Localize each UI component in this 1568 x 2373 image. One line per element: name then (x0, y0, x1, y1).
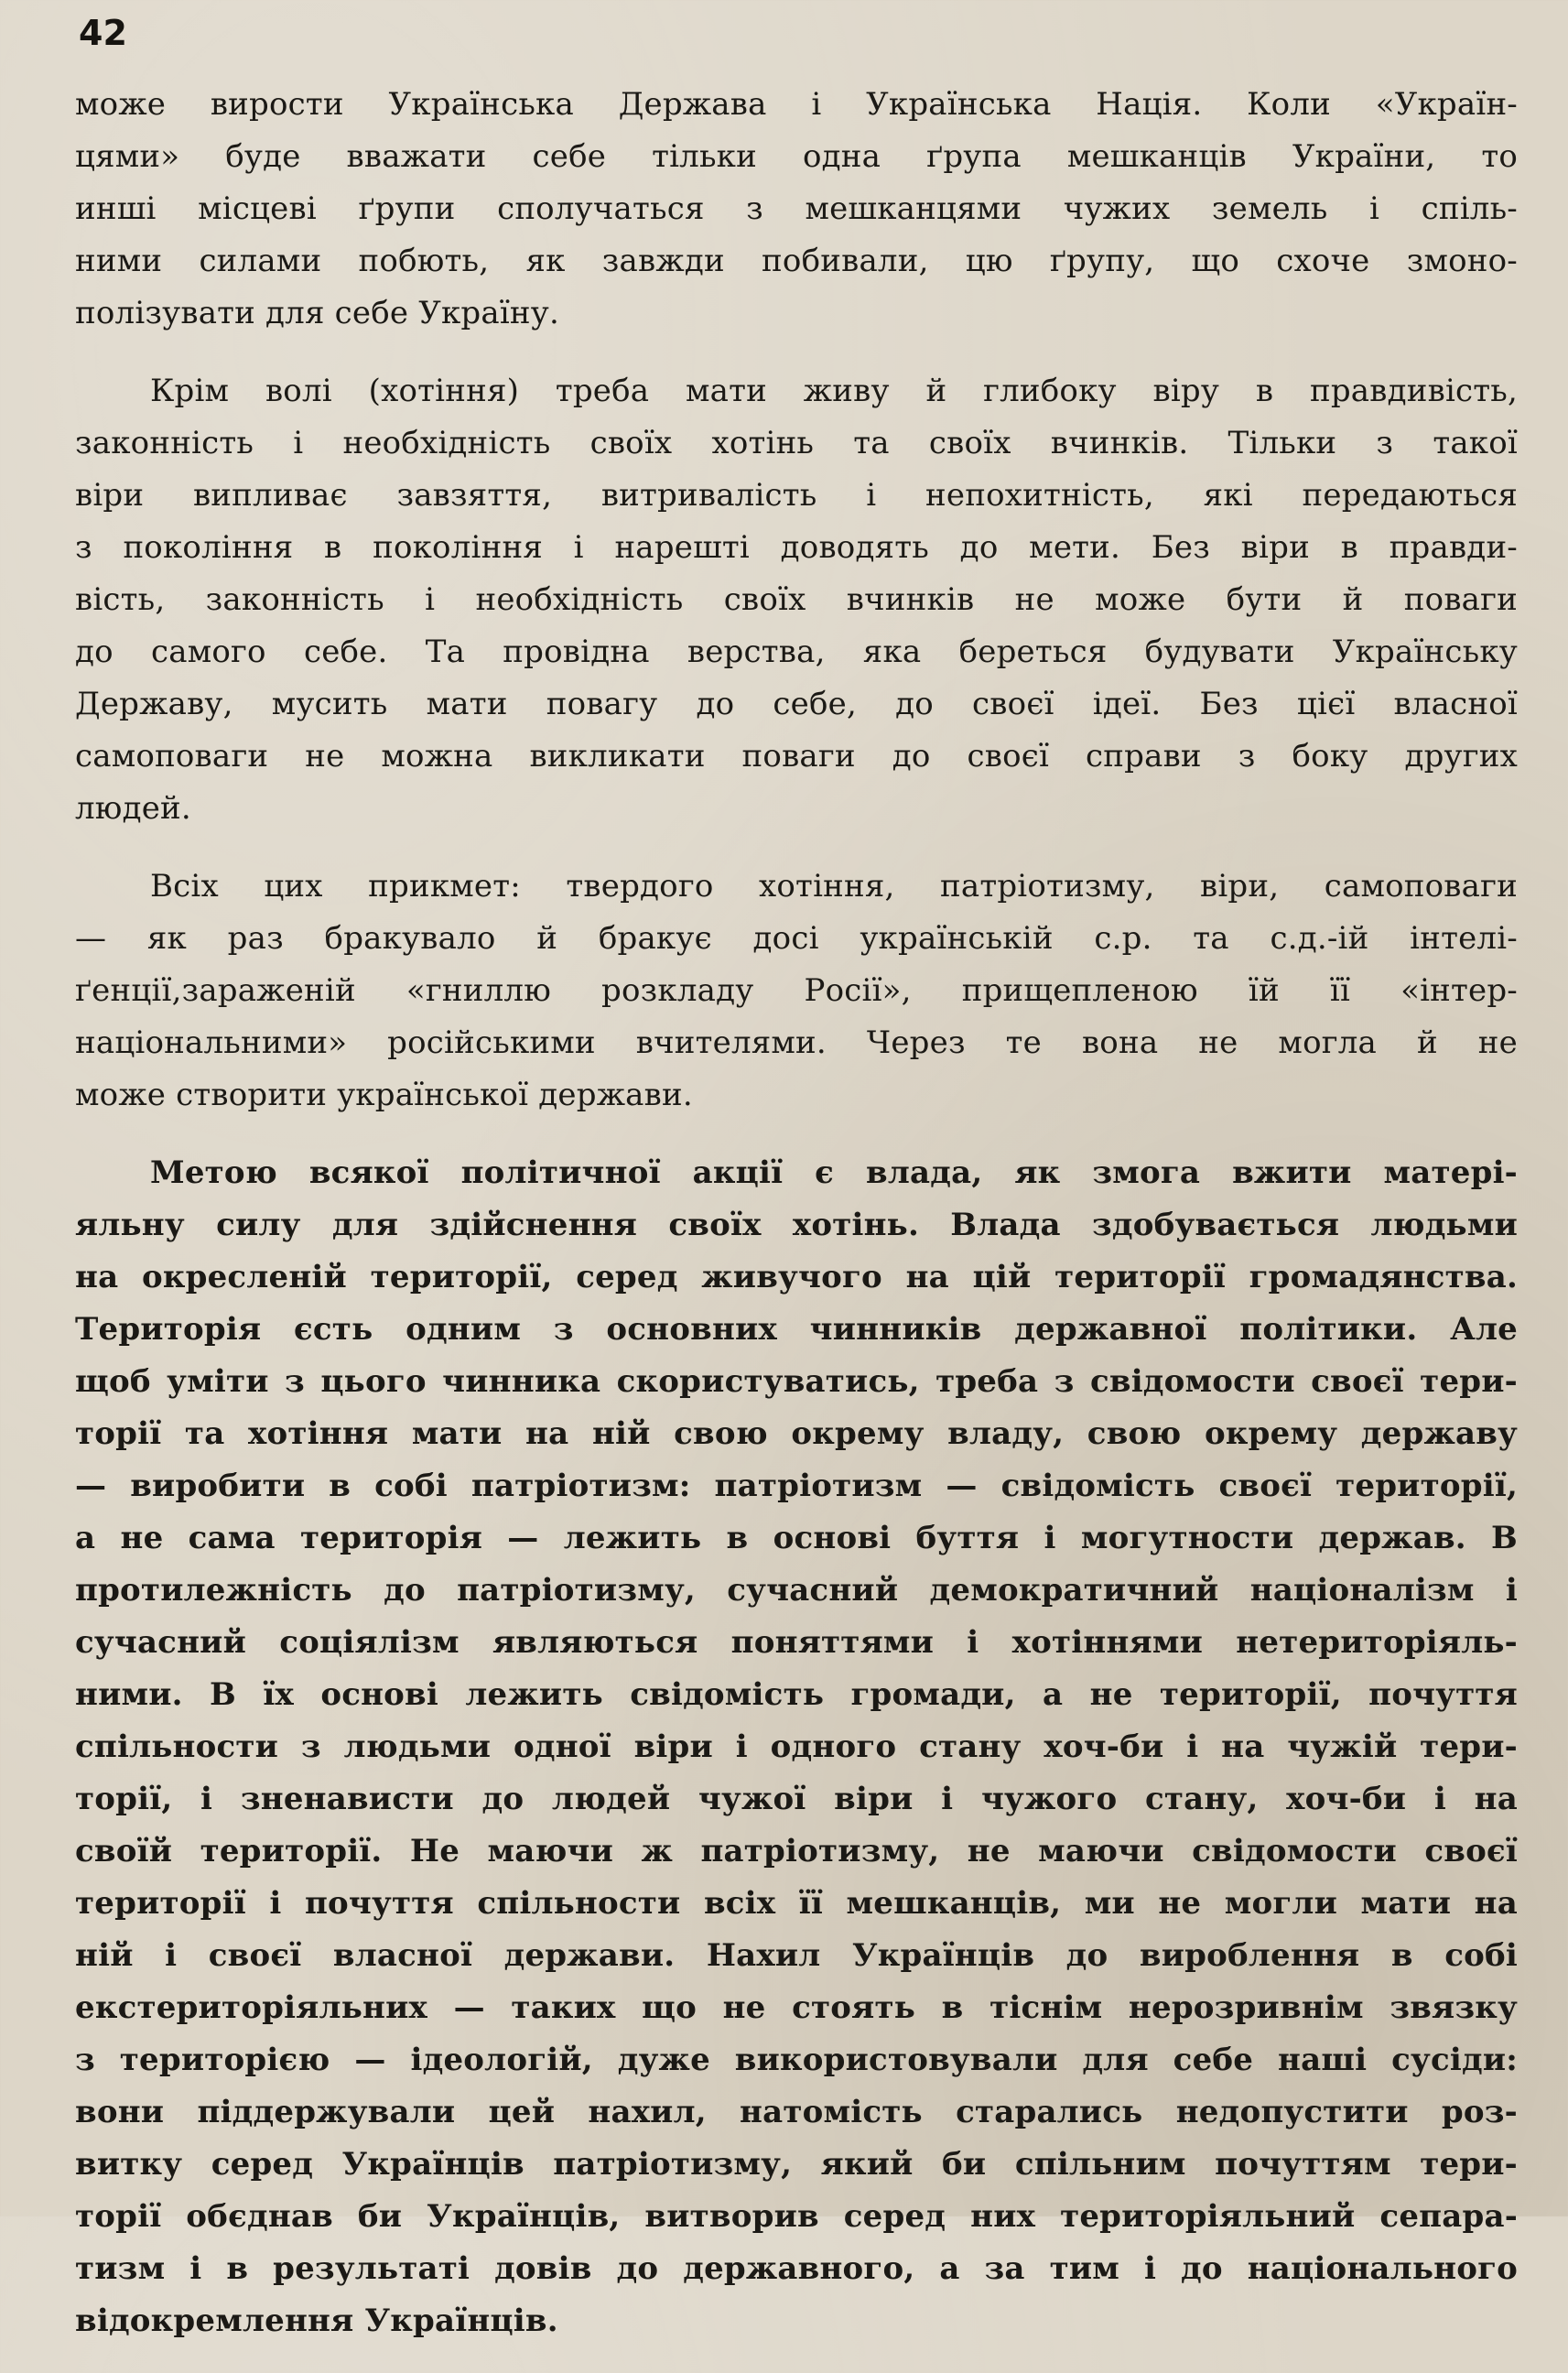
paragraph (75, 1147, 1518, 2347)
text-line: на окресленій території, серед живучого на цій території громадянства. (75, 1259, 1518, 1295)
text-line: екстериторіяльних — таких що не стоять в тіснім нерозривнім звязку (75, 1989, 1518, 2026)
text-line: инші місцеві ґрупи сполучаться з мешканцями чужих земель і спіль- (75, 190, 1518, 227)
text-line: з територією — ідеологій, дуже використовували для себе наші сусіди: (75, 2042, 1518, 2078)
text-line: а не сама територія — лежить в основі буття і могутности держав. В (75, 1520, 1518, 1556)
text-line: Метою всякої політичної акції є влада, як змога вжити матері- (150, 1154, 1518, 1191)
text-line: Територія єсть одним з основних чинників державної політики. Але (75, 1311, 1518, 1348)
text-line: може вирости Українська Держава і Українська Нація. Коли «Україн- (75, 86, 1518, 123)
paragraph (75, 365, 1518, 835)
text-line: території і почуття спільности всіх її мешканців, ми не могли мати на (75, 1885, 1518, 1922)
text-line: ними. В їх основі лежить свідомість громади, а не території, почуття (75, 1676, 1518, 1713)
text-line: вість, законність і необхідність своїх вчинків не може бути й поваги (75, 581, 1518, 618)
text-line: з покоління в покоління і нарешті доводять до мети. Без віри в правди- (75, 529, 1518, 566)
paragraph (75, 79, 1518, 340)
text-line: людей. (75, 790, 191, 827)
text-line: віри випливає завзяття, витривалість і непохитність, які передаються (75, 477, 1518, 514)
text-line: — виробити в собі патріотизм: патріотизм — свідомість своєї території, (75, 1468, 1518, 1504)
text-line: торії, і зненависти до людей чужої віри і чужого стану, хоч-би і на (75, 1781, 1518, 1817)
text-line: вони піддержували цей нахил, натомість старались недопустити роз- (75, 2094, 1518, 2130)
text-line: протилежність до патріотизму, сучасний демократичний націоналізм і (75, 1572, 1518, 1609)
text-line: торії та хотіння мати на ній свою окрему владу, свою окрему державу (75, 1415, 1518, 1452)
text-line: полізувати для себе Україну. (75, 295, 559, 331)
text-line: щоб уміти з цього чинника скористуватись, треба з свідомости своєї тери- (75, 1363, 1518, 1400)
paragraph (75, 861, 1518, 1121)
text-line: Крім волі (хотіння) треба мати живу й глибоку віру в правдивість, (150, 373, 1518, 409)
text-body (75, 79, 1518, 2373)
text-line: ній і своєї власної держави. Нахил Українців до вироблення в собі (75, 1937, 1518, 1974)
text-line: — як раз бракувало й бракує досі українській с.р. та с.д.-ій інтелі- (75, 920, 1518, 957)
text-line: законність і необхідність своїх хотінь та своїх вчинків. Тільки з такої (75, 425, 1518, 461)
text-line: ними силами побють, як завжди побивали, цю ґрупу, що схоче змоно- (75, 243, 1518, 279)
text-line: національними» російськими вчителями. Через те вона не могла й не (75, 1024, 1518, 1061)
text-line: витку серед Українців патріотизму, який би спільним почуттям тери- (75, 2146, 1518, 2183)
text-line: до самого себе. Та провідна верства, яка береться будувати Українську (75, 634, 1518, 670)
text-line: відокремлення Українців. (75, 2303, 558, 2339)
text-line: цями» буде вважати себе тільки одна ґрупа мешканців України, то (75, 138, 1518, 175)
text-line: Всіх цих прикмет: твердого хотіння, патріотизму, віри, самоповаги (150, 868, 1518, 905)
text-line: спільности з людьми одної віри і одного стану хоч-би і на чужій тери- (75, 1728, 1518, 1765)
text-line: сучасний соціялізм являються поняттями і хотіннями нетериторіяль- (75, 1624, 1518, 1661)
page-number: 42 (79, 13, 127, 53)
text-line: тизм і в результаті довів до державного, а за тим і до національного (75, 2250, 1518, 2287)
text-line: Державу, мусить мати повагу до себе, до своєї ідеї. Без цієї власної (75, 686, 1518, 722)
text-line: ґенції,зараженій «гниллю розкладу Росії», прищепленою їй її «інтер- (75, 972, 1518, 1009)
text-line: може створити української держави. (75, 1077, 693, 1113)
text-line: яльну силу для здійснення своїх хотінь. Влада здобувається людьми (75, 1207, 1518, 1243)
text-line: торії обєднав би Українців, витворив серед них територіяльний сепара- (75, 2198, 1518, 2235)
text-line: своїй території. Не маючи ж патріотизму, не маючи свідомости своєї (75, 1833, 1518, 1869)
text-line: самоповаги не можна викликати поваги до своєї справи з боку других (75, 738, 1518, 775)
